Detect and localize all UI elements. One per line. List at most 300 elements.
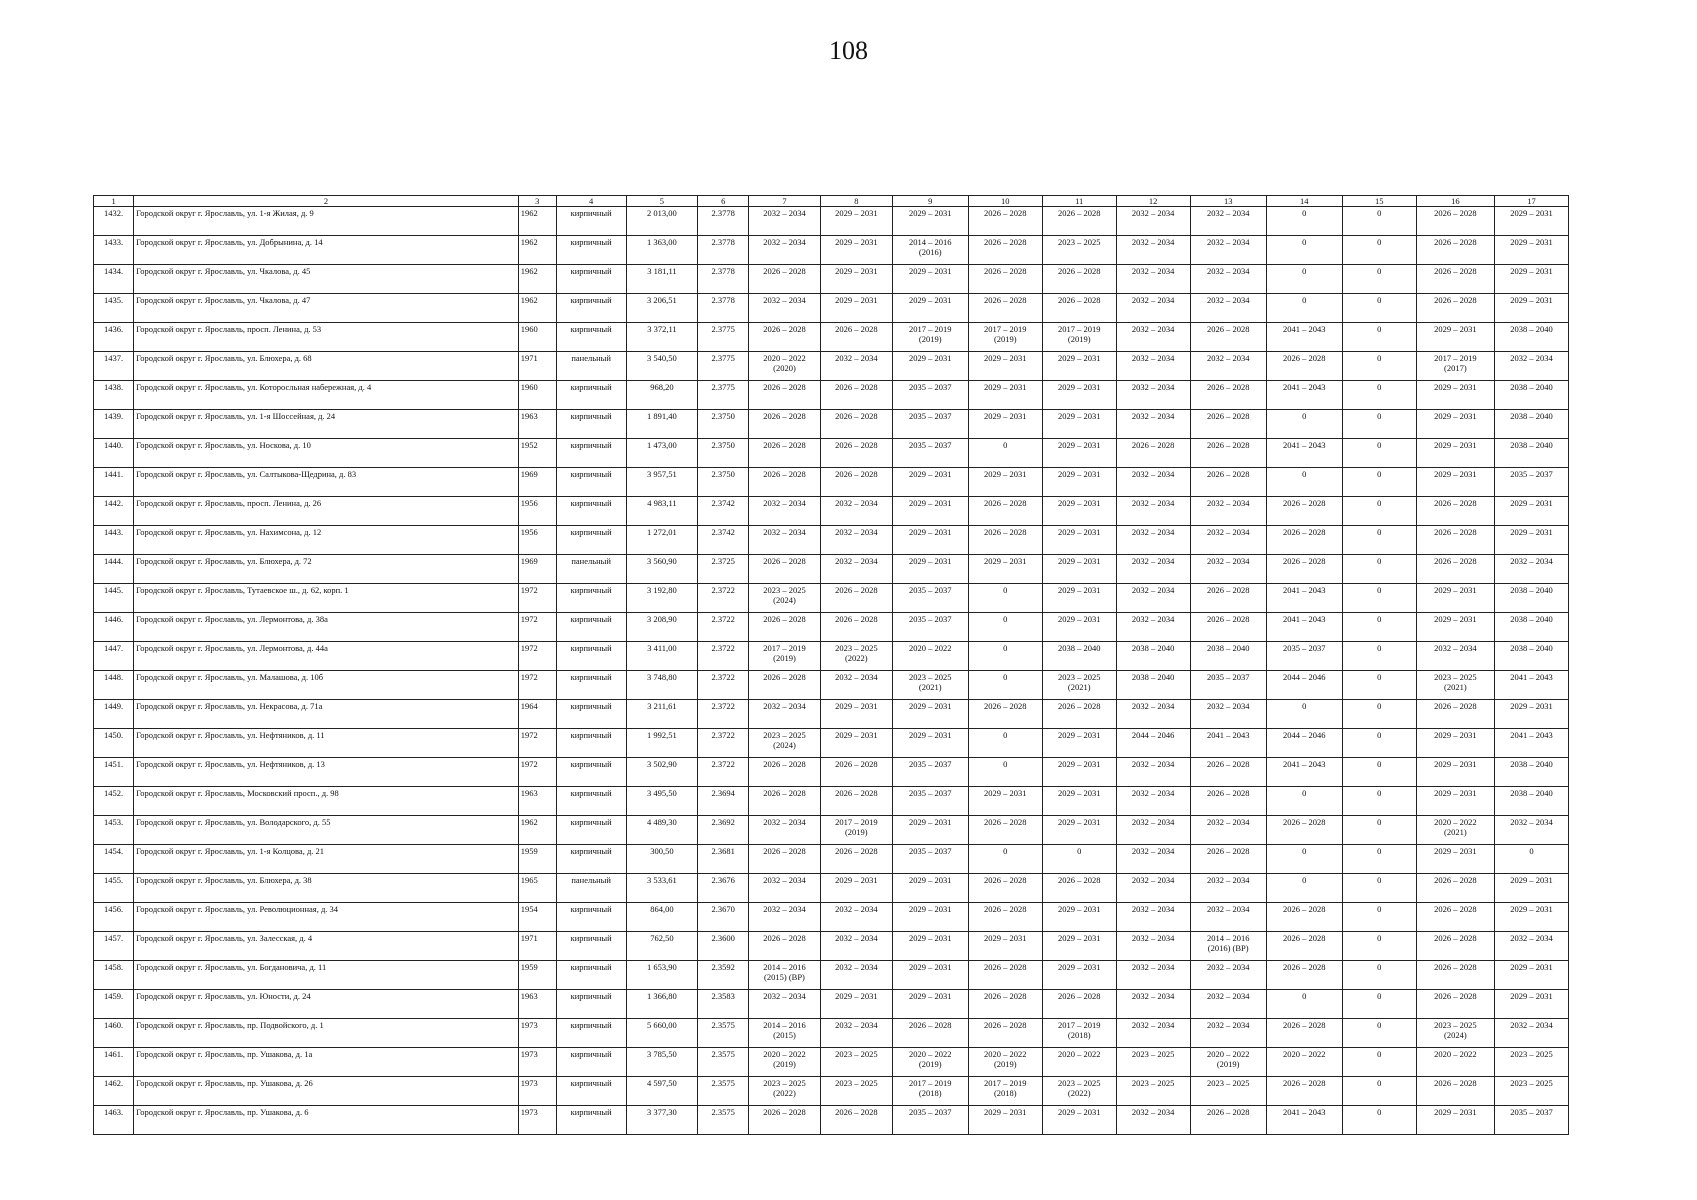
table-cell-col-15: 0 (1342, 294, 1416, 323)
table-cell-col-15: 0 (1342, 323, 1416, 352)
table-cell-col-14: 0 (1266, 787, 1342, 816)
table-cell-col-16: 2026 – 2028 (1416, 265, 1494, 294)
table-cell-col-9: 2029 – 2031 (892, 961, 968, 990)
table-cell-col-12: 2032 – 2034 (1116, 410, 1190, 439)
table-cell-col-11: 2026 – 2028 (1042, 700, 1116, 729)
table-cell-col-7: 2014 – 2016 (2015) (749, 1019, 821, 1048)
table-cell-col-4: кирпичный (556, 265, 626, 294)
table-row (94, 961, 1569, 990)
table-cell-col-12: 2032 – 2034 (1116, 265, 1190, 294)
table-cell-col-16: 2029 – 2031 (1416, 729, 1494, 758)
table-cell-col-8: 2029 – 2031 (820, 990, 892, 1019)
table-cell-col-1: 1432. (94, 207, 134, 236)
table-cell-col-16: 2029 – 2031 (1416, 584, 1494, 613)
table-cell-col-13: 2032 – 2034 (1190, 903, 1266, 932)
table-cell-col-15: 0 (1342, 236, 1416, 265)
table-cell-col-2: Городской округ г. Ярославль, ул. Нефтяников, д. 13 (134, 758, 519, 787)
table-cell-col-15: 0 (1342, 352, 1416, 381)
table-cell-col-8: 2032 – 2034 (820, 526, 892, 555)
table-cell-col-10: 2026 – 2028 (968, 294, 1042, 323)
table-cell-col-12: 2032 – 2034 (1116, 352, 1190, 381)
table-cell-col-7: 2032 – 2034 (749, 990, 821, 1019)
table-cell-col-15: 0 (1342, 845, 1416, 874)
table-cell-col-9: 2020 – 2022 (892, 642, 968, 671)
table-cell-col-5: 5 660,00 (626, 1019, 698, 1048)
table-cell-col-16: 2029 – 2031 (1416, 468, 1494, 497)
table-cell-col-17: 2023 – 2025 (1494, 1077, 1568, 1106)
table-cell-col-4: кирпичный (556, 961, 626, 990)
table-cell-col-16: 2026 – 2028 (1416, 526, 1494, 555)
table-cell-col-3: 1972 (518, 671, 556, 700)
table-cell-col-8: 2029 – 2031 (820, 874, 892, 903)
table-cell-col-5: 3 533,61 (626, 874, 698, 903)
table-cell-col-5: 300,50 (626, 845, 698, 874)
table-cell-col-1: 1458. (94, 961, 134, 990)
table-cell-col-5: 3 206,51 (626, 294, 698, 323)
column-header-14: 14 (1266, 196, 1342, 207)
table-cell-col-4: кирпичный (556, 584, 626, 613)
table-cell-col-15: 0 (1342, 381, 1416, 410)
table-cell-col-13: 2026 – 2028 (1190, 1106, 1266, 1135)
table-cell-col-3: 1963 (518, 990, 556, 1019)
table-cell-col-12: 2032 – 2034 (1116, 236, 1190, 265)
table-row (94, 497, 1569, 526)
table-cell-col-4: кирпичный (556, 236, 626, 265)
table-cell-col-17: 2038 – 2040 (1494, 381, 1568, 410)
table-cell-col-6: 2.3676 (698, 874, 749, 903)
table-cell-col-2: Городской округ г. Ярославль, ул. Добрынина, д. 14 (134, 236, 519, 265)
table-cell-col-5: 1 366,80 (626, 990, 698, 1019)
table-cell-col-2: Городской округ г. Ярославль, ул. Чкалова, д. 47 (134, 294, 519, 323)
table-cell-col-3: 1962 (518, 816, 556, 845)
table-cell-col-10: 0 (968, 729, 1042, 758)
table-cell-col-3: 1972 (518, 613, 556, 642)
table-row (94, 584, 1569, 613)
table-cell-col-14: 2041 – 2043 (1266, 1106, 1342, 1135)
table-cell-col-1: 1436. (94, 323, 134, 352)
column-header-5: 5 (626, 196, 698, 207)
table-cell-col-3: 1963 (518, 787, 556, 816)
table-cell-col-7: 2026 – 2028 (749, 265, 821, 294)
table-cell-col-2: Городской округ г. Ярославль, пр. Ушакова, д. 26 (134, 1077, 519, 1106)
table-row (94, 381, 1569, 410)
table-cell-col-7: 2032 – 2034 (749, 526, 821, 555)
table-cell-col-1: 1435. (94, 294, 134, 323)
table-cell-col-12: 2038 – 2040 (1116, 642, 1190, 671)
table-cell-col-6: 2.3694 (698, 787, 749, 816)
table-cell-col-12: 2032 – 2034 (1116, 700, 1190, 729)
table-cell-col-10: 2026 – 2028 (968, 265, 1042, 294)
table-cell-col-16: 2029 – 2031 (1416, 410, 1494, 439)
table-cell-col-2: Городской округ г. Ярославль, Тутаевское ш., д. 62, корп. 1 (134, 584, 519, 613)
table-cell-col-12: 2032 – 2034 (1116, 526, 1190, 555)
table-cell-col-6: 2.3583 (698, 990, 749, 1019)
table-row (94, 207, 1569, 236)
table-cell-col-3: 1956 (518, 497, 556, 526)
table-cell-col-15: 0 (1342, 439, 1416, 468)
table-cell-col-7: 2032 – 2034 (749, 874, 821, 903)
table-cell-col-6: 2.3778 (698, 265, 749, 294)
table-cell-col-17: 2032 – 2034 (1494, 932, 1568, 961)
table-cell-col-4: кирпичный (556, 410, 626, 439)
table-cell-col-3: 1959 (518, 845, 556, 874)
table-row (94, 1048, 1569, 1077)
table-cell-col-1: 1461. (94, 1048, 134, 1077)
table-cell-col-8: 2032 – 2034 (820, 555, 892, 584)
table-cell-col-11: 2029 – 2031 (1042, 526, 1116, 555)
table-cell-col-6: 2.3742 (698, 526, 749, 555)
table-cell-col-1: 1443. (94, 526, 134, 555)
table-cell-col-4: кирпичный (556, 642, 626, 671)
table-cell-col-6: 2.3681 (698, 845, 749, 874)
table-cell-col-16: 2017 – 2019 (2017) (1416, 352, 1494, 381)
table-cell-col-6: 2.3775 (698, 352, 749, 381)
table-cell-col-13: 2026 – 2028 (1190, 584, 1266, 613)
table-cell-col-11: 2038 – 2040 (1042, 642, 1116, 671)
table-cell-col-2: Городской округ г. Ярославль, ул. 1-я Жилая, д. 9 (134, 207, 519, 236)
table-cell-col-1: 1439. (94, 410, 134, 439)
table-cell-col-16: 2029 – 2031 (1416, 439, 1494, 468)
table-cell-col-5: 3 785,50 (626, 1048, 698, 1077)
table-cell-col-2: Городской округ г. Ярославль, ул. Носкова, д. 10 (134, 439, 519, 468)
table-cell-col-1: 1445. (94, 584, 134, 613)
table-cell-col-16: 2029 – 2031 (1416, 613, 1494, 642)
table-cell-col-9: 2029 – 2031 (892, 700, 968, 729)
table-cell-col-1: 1463. (94, 1106, 134, 1135)
table-cell-col-4: кирпичный (556, 207, 626, 236)
table-cell-col-17: 2029 – 2031 (1494, 990, 1568, 1019)
table-cell-col-11: 2026 – 2028 (1042, 294, 1116, 323)
table-cell-col-7: 2026 – 2028 (749, 439, 821, 468)
table-cell-col-11: 2029 – 2031 (1042, 961, 1116, 990)
table-cell-col-10: 2017 – 2019 (2019) (968, 323, 1042, 352)
table-cell-col-5: 1 992,51 (626, 729, 698, 758)
table-cell-col-17: 2038 – 2040 (1494, 439, 1568, 468)
table-cell-col-13: 2026 – 2028 (1190, 468, 1266, 497)
table-cell-col-8: 2026 – 2028 (820, 758, 892, 787)
table-cell-col-12: 2032 – 2034 (1116, 961, 1190, 990)
table-cell-col-5: 3 192,80 (626, 584, 698, 613)
table-cell-col-12: 2023 – 2025 (1116, 1077, 1190, 1106)
table-cell-col-5: 3 411,00 (626, 642, 698, 671)
table-row (94, 874, 1569, 903)
table-cell-col-7: 2020 – 2022 (2019) (749, 1048, 821, 1077)
table-cell-col-5: 3 211,61 (626, 700, 698, 729)
table-cell-col-13: 2032 – 2034 (1190, 497, 1266, 526)
table-cell-col-11: 0 (1042, 845, 1116, 874)
table-cell-col-8: 2026 – 2028 (820, 613, 892, 642)
table-cell-col-4: кирпичный (556, 729, 626, 758)
table-cell-col-7: 2026 – 2028 (749, 1106, 821, 1135)
table-cell-col-14: 2044 – 2046 (1266, 671, 1342, 700)
table-cell-col-16: 2029 – 2031 (1416, 787, 1494, 816)
table-cell-col-11: 2023 – 2025 (2021) (1042, 671, 1116, 700)
table-cell-col-2: Городской округ г. Ярославль, ул. Салтыкова-Щедрина, д. 83 (134, 468, 519, 497)
table-cell-col-11: 2029 – 2031 (1042, 1106, 1116, 1135)
table-cell-col-15: 0 (1342, 874, 1416, 903)
table-cell-col-2: Городской округ г. Ярославль, ул. Некрасова, д. 71а (134, 700, 519, 729)
table-cell-col-2: Городской округ г. Ярославль, ул. Малашова, д. 10б (134, 671, 519, 700)
table-row (94, 729, 1569, 758)
table-cell-col-9: 2029 – 2031 (892, 555, 968, 584)
table-cell-col-4: кирпичный (556, 845, 626, 874)
table-cell-col-16: 2032 – 2034 (1416, 642, 1494, 671)
table-cell-col-12: 2032 – 2034 (1116, 613, 1190, 642)
table-cell-col-8: 2032 – 2034 (820, 352, 892, 381)
table-cell-col-1: 1448. (94, 671, 134, 700)
table-cell-col-13: 2023 – 2025 (1190, 1077, 1266, 1106)
table-cell-col-14: 2026 – 2028 (1266, 555, 1342, 584)
table-cell-col-14: 0 (1266, 265, 1342, 294)
table-cell-col-14: 2026 – 2028 (1266, 816, 1342, 845)
table-cell-col-5: 3 372,11 (626, 323, 698, 352)
column-header-6: 6 (698, 196, 749, 207)
table-row (94, 613, 1569, 642)
table-cell-col-15: 0 (1342, 729, 1416, 758)
table-cell-col-2: Городской округ г. Ярославль, Московский просп., д. 98 (134, 787, 519, 816)
table-cell-col-3: 1965 (518, 874, 556, 903)
table-cell-col-2: Городской округ г. Ярославль, ул. Володарского, д. 55 (134, 816, 519, 845)
table-cell-col-12: 2032 – 2034 (1116, 207, 1190, 236)
table-cell-col-10: 2029 – 2031 (968, 787, 1042, 816)
table-cell-col-10: 2026 – 2028 (968, 903, 1042, 932)
table-row (94, 642, 1569, 671)
table-cell-col-3: 1973 (518, 1048, 556, 1077)
table-cell-col-9: 2035 – 2037 (892, 845, 968, 874)
table-cell-col-11: 2023 – 2025 (1042, 236, 1116, 265)
table-cell-col-7: 2026 – 2028 (749, 787, 821, 816)
table-cell-col-5: 1 891,40 (626, 410, 698, 439)
table-cell-col-3: 1969 (518, 555, 556, 584)
column-header-12: 12 (1116, 196, 1190, 207)
table-cell-col-17: 2032 – 2034 (1494, 816, 1568, 845)
table-cell-col-15: 0 (1342, 700, 1416, 729)
table-cell-col-3: 1972 (518, 729, 556, 758)
table-cell-col-13: 2032 – 2034 (1190, 961, 1266, 990)
table-cell-col-16: 2026 – 2028 (1416, 961, 1494, 990)
table-cell-col-7: 2026 – 2028 (749, 845, 821, 874)
table-cell-col-9: 2035 – 2037 (892, 584, 968, 613)
table-row (94, 1077, 1569, 1106)
table-cell-col-7: 2026 – 2028 (749, 381, 821, 410)
table-cell-col-17: 2029 – 2031 (1494, 526, 1568, 555)
table-cell-col-2: Городской округ г. Ярославль, ул. Богдановича, д. 11 (134, 961, 519, 990)
table-cell-col-15: 0 (1342, 497, 1416, 526)
table-cell-col-6: 2.3692 (698, 816, 749, 845)
table-cell-col-5: 762,50 (626, 932, 698, 961)
table-cell-col-9: 2014 – 2016 (2016) (892, 236, 968, 265)
table-cell-col-13: 2041 – 2043 (1190, 729, 1266, 758)
table-cell-col-9: 2029 – 2031 (892, 903, 968, 932)
table-cell-col-16: 2026 – 2028 (1416, 874, 1494, 903)
table-cell-col-1: 1455. (94, 874, 134, 903)
table-cell-col-14: 0 (1266, 845, 1342, 874)
table-row (94, 903, 1569, 932)
table-cell-col-1: 1462. (94, 1077, 134, 1106)
table-cell-col-3: 1959 (518, 961, 556, 990)
table-cell-col-12: 2032 – 2034 (1116, 787, 1190, 816)
table-cell-col-11: 2029 – 2031 (1042, 787, 1116, 816)
table-cell-col-4: панельный (556, 555, 626, 584)
table-cell-col-11: 2029 – 2031 (1042, 381, 1116, 410)
table-cell-col-6: 2.3775 (698, 323, 749, 352)
table-cell-col-3: 1956 (518, 526, 556, 555)
table-cell-col-8: 2023 – 2025 (820, 1077, 892, 1106)
table-cell-col-4: панельный (556, 352, 626, 381)
table-cell-col-3: 1964 (518, 700, 556, 729)
table-row (94, 758, 1569, 787)
table-cell-col-15: 0 (1342, 265, 1416, 294)
table-cell-col-6: 2.3775 (698, 381, 749, 410)
table-cell-col-9: 2029 – 2031 (892, 497, 968, 526)
table-cell-col-9: 2029 – 2031 (892, 352, 968, 381)
table-cell-col-17: 2038 – 2040 (1494, 613, 1568, 642)
table-cell-col-8: 2023 – 2025 (820, 1048, 892, 1077)
table-cell-col-17: 2032 – 2034 (1494, 352, 1568, 381)
table-cell-col-8: 2026 – 2028 (820, 845, 892, 874)
table-cell-col-14: 2020 – 2022 (1266, 1048, 1342, 1077)
table-cell-col-2: Городской округ г. Ярославль, пр. Ушакова, д. 1а (134, 1048, 519, 1077)
table-cell-col-5: 3 377,30 (626, 1106, 698, 1135)
table-cell-col-10: 2026 – 2028 (968, 1019, 1042, 1048)
table-cell-col-2: Городской округ г. Ярославль, пр. Ушакова, д. 6 (134, 1106, 519, 1135)
table-cell-col-7: 2032 – 2034 (749, 497, 821, 526)
table-cell-col-5: 3 957,51 (626, 468, 698, 497)
table-cell-col-13: 2032 – 2034 (1190, 1019, 1266, 1048)
table-cell-col-9: 2035 – 2037 (892, 381, 968, 410)
table-cell-col-10: 2026 – 2028 (968, 816, 1042, 845)
table-cell-col-11: 2017 – 2019 (2018) (1042, 1019, 1116, 1048)
table-cell-col-14: 2041 – 2043 (1266, 613, 1342, 642)
table-cell-col-11: 2020 – 2022 (1042, 1048, 1116, 1077)
table-cell-col-4: кирпичный (556, 816, 626, 845)
table-cell-col-9: 2035 – 2037 (892, 439, 968, 468)
table-cell-col-10: 0 (968, 758, 1042, 787)
table-cell-col-3: 1954 (518, 903, 556, 932)
table-cell-col-14: 0 (1266, 700, 1342, 729)
table-cell-col-6: 2.3750 (698, 439, 749, 468)
table-cell-col-3: 1972 (518, 758, 556, 787)
table-cell-col-7: 2032 – 2034 (749, 903, 821, 932)
table-cell-col-3: 1960 (518, 381, 556, 410)
table-cell-col-8: 2026 – 2028 (820, 584, 892, 613)
table-cell-col-17: 2038 – 2040 (1494, 787, 1568, 816)
table-cell-col-10: 2029 – 2031 (968, 1106, 1042, 1135)
table-row (94, 932, 1569, 961)
table-cell-col-16: 2029 – 2031 (1416, 381, 1494, 410)
table-cell-col-3: 1973 (518, 1019, 556, 1048)
table-cell-col-16: 2029 – 2031 (1416, 845, 1494, 874)
table-cell-col-2: Городской округ г. Ярославль, ул. Лермонтова, д. 38а (134, 613, 519, 642)
table-cell-col-7: 2023 – 2025 (2024) (749, 729, 821, 758)
table-cell-col-12: 2032 – 2034 (1116, 1106, 1190, 1135)
table-row (94, 555, 1569, 584)
table-cell-col-8: 2029 – 2031 (820, 294, 892, 323)
column-header-7: 7 (749, 196, 821, 207)
table-cell-col-5: 3 208,90 (626, 613, 698, 642)
table-cell-col-17: 2029 – 2031 (1494, 874, 1568, 903)
table-cell-col-5: 2 013,00 (626, 207, 698, 236)
table-cell-col-6: 2.3722 (698, 642, 749, 671)
table-cell-col-8: 2026 – 2028 (820, 439, 892, 468)
table-cell-col-16: 2020 – 2022 (2021) (1416, 816, 1494, 845)
table-cell-col-3: 1973 (518, 1077, 556, 1106)
table-cell-col-12: 2032 – 2034 (1116, 294, 1190, 323)
table-row (94, 410, 1569, 439)
table-cell-col-2: Городской округ г. Ярославль, просп. Ленина, д. 53 (134, 323, 519, 352)
table-cell-col-2: Городской округ г. Ярославль, просп. Ленина, д. 26 (134, 497, 519, 526)
table-cell-col-17: 2038 – 2040 (1494, 410, 1568, 439)
table-cell-col-17: 2029 – 2031 (1494, 207, 1568, 236)
table-cell-col-8: 2032 – 2034 (820, 903, 892, 932)
table-cell-col-13: 2032 – 2034 (1190, 236, 1266, 265)
table-cell-col-14: 2026 – 2028 (1266, 1077, 1342, 1106)
table-cell-col-14: 2041 – 2043 (1266, 381, 1342, 410)
table-cell-col-6: 2.3778 (698, 294, 749, 323)
table-row (94, 323, 1569, 352)
table-cell-col-10: 2020 – 2022 (2019) (968, 1048, 1042, 1077)
table-cell-col-11: 2029 – 2031 (1042, 816, 1116, 845)
table-cell-col-9: 2035 – 2037 (892, 410, 968, 439)
table-cell-col-11: 2026 – 2028 (1042, 265, 1116, 294)
table-cell-col-8: 2026 – 2028 (820, 1106, 892, 1135)
table-cell-col-5: 1 473,00 (626, 439, 698, 468)
table-cell-col-8: 2029 – 2031 (820, 236, 892, 265)
table-cell-col-8: 2023 – 2025 (2022) (820, 642, 892, 671)
table-cell-col-9: 2017 – 2019 (2018) (892, 1077, 968, 1106)
table-cell-col-10: 0 (968, 845, 1042, 874)
table-cell-col-15: 0 (1342, 207, 1416, 236)
table-cell-col-4: кирпичный (556, 526, 626, 555)
table-cell-col-2: Городской округ г. Ярославль, ул. Залесская, д. 4 (134, 932, 519, 961)
table-cell-col-1: 1433. (94, 236, 134, 265)
table-cell-col-4: кирпичный (556, 1019, 626, 1048)
table-cell-col-3: 1962 (518, 265, 556, 294)
table-cell-col-17: 2035 – 2037 (1494, 1106, 1568, 1135)
table-cell-col-14: 0 (1266, 294, 1342, 323)
table-cell-col-2: Городской округ г. Ярославль, пр. Подвойского, д. 1 (134, 1019, 519, 1048)
table-cell-col-14: 0 (1266, 468, 1342, 497)
table-cell-col-17: 2029 – 2031 (1494, 294, 1568, 323)
table-cell-col-10: 0 (968, 613, 1042, 642)
table-cell-col-17: 0 (1494, 845, 1568, 874)
table-row (94, 816, 1569, 845)
table-cell-col-16: 2026 – 2028 (1416, 700, 1494, 729)
table-cell-col-13: 2032 – 2034 (1190, 874, 1266, 903)
table-cell-col-12: 2032 – 2034 (1116, 468, 1190, 497)
table-cell-col-14: 2026 – 2028 (1266, 1019, 1342, 1048)
table-cell-col-6: 2.3725 (698, 555, 749, 584)
table-cell-col-9: 2029 – 2031 (892, 207, 968, 236)
table-cell-col-5: 4 983,11 (626, 497, 698, 526)
table-cell-col-1: 1454. (94, 845, 134, 874)
table-cell-col-7: 2032 – 2034 (749, 700, 821, 729)
table-cell-col-10: 0 (968, 584, 1042, 613)
table-cell-col-8: 2029 – 2031 (820, 265, 892, 294)
table-cell-col-17: 2032 – 2034 (1494, 1019, 1568, 1048)
table-cell-col-16: 2029 – 2031 (1416, 323, 1494, 352)
table-cell-col-7: 2026 – 2028 (749, 555, 821, 584)
table-cell-col-9: 2035 – 2037 (892, 787, 968, 816)
column-header-13: 13 (1190, 196, 1266, 207)
table-cell-col-2: Городской округ г. Ярославль, ул. Нефтяников, д. 11 (134, 729, 519, 758)
table-cell-col-12: 2038 – 2040 (1116, 671, 1190, 700)
table-cell-col-2: Городской округ г. Ярославль, ул. Лермонтова, д. 44а (134, 642, 519, 671)
table-cell-col-10: 2026 – 2028 (968, 236, 1042, 265)
table-cell-col-13: 2026 – 2028 (1190, 758, 1266, 787)
table-cell-col-2: Городской округ г. Ярославль, ул. Юности, д. 24 (134, 990, 519, 1019)
table-cell-col-16: 2023 – 2025 (2024) (1416, 1019, 1494, 1048)
